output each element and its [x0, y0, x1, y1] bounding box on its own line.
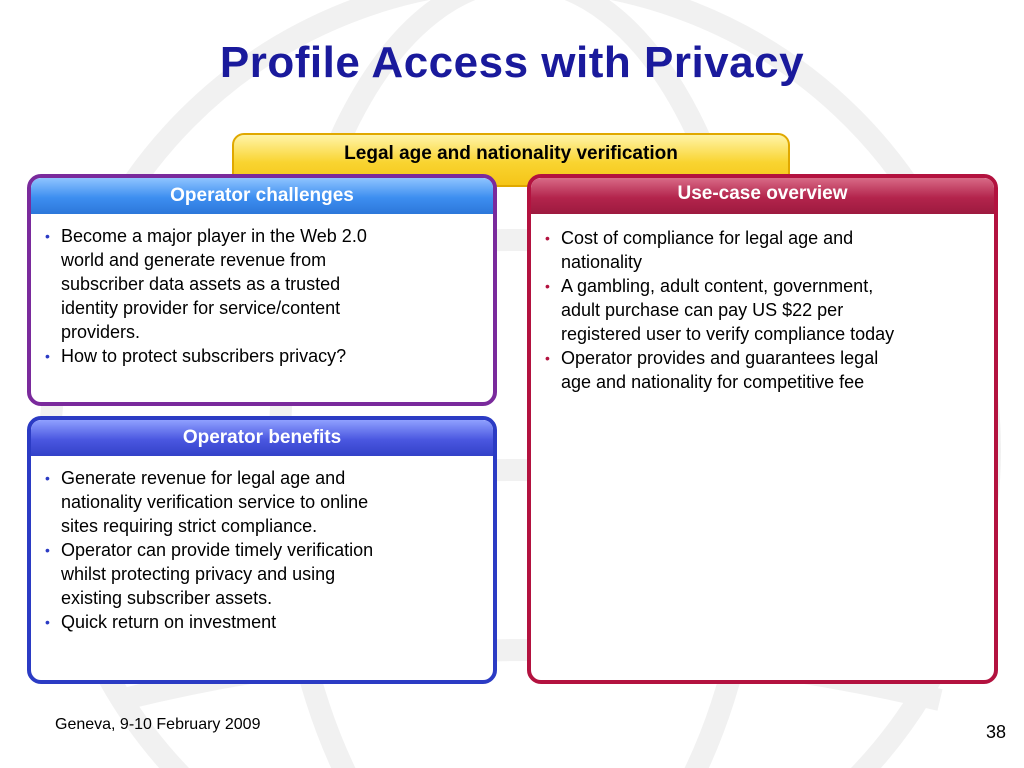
bullet-line: subscriber data assets as a trusted [61, 274, 341, 294]
benefit-item [39, 610, 487, 634]
operator-challenges-header: Operator challenges [31, 178, 493, 214]
bullet-icon: • [545, 350, 550, 366]
challenge-item [39, 224, 487, 344]
bullet-line: adult purchase can pay US $22 per [561, 300, 844, 320]
use-case-overview-box [527, 174, 998, 684]
bullet-icon: • [545, 230, 550, 246]
page-number: 38 [986, 722, 1007, 742]
challenge-item [39, 344, 487, 368]
operator-benefits-header: Operator benefits [31, 420, 493, 456]
legal-age-banner: Legal age and nationality verification [232, 133, 790, 187]
bullet-icon: • [45, 614, 50, 630]
slide-title: Profile Access with Privacy [219, 38, 805, 87]
bullet-line: Operator can provide timely verification [61, 540, 374, 560]
bullet-line: How to protect subscribers privacy? [61, 346, 347, 366]
use-case-overview-header: Use-case overview [531, 178, 994, 214]
bullet-icon: • [45, 542, 50, 558]
usecase-item [539, 274, 988, 346]
footer-event-date: Geneva, 9-10 February 2009 [55, 716, 261, 733]
bullet-icon: • [545, 278, 550, 294]
benefit-item [39, 538, 487, 610]
bullet-line: A gambling, adult content, government, [561, 276, 874, 296]
bullet-line: existing subscriber assets. [61, 588, 273, 608]
benefit-item [39, 466, 487, 538]
bullet-line: whilst protecting privacy and using [61, 564, 336, 584]
bullet-icon: • [45, 228, 50, 244]
bullet-line: Generate revenue for legal age and [61, 468, 346, 488]
usecase-item [539, 346, 988, 394]
bullet-line: Operator provides and guarantees legal [561, 348, 879, 368]
bullet-line: Become a major player in the Web 2.0 [61, 226, 367, 246]
bullet-line: nationality [561, 252, 643, 272]
bullet-icon: • [45, 348, 50, 364]
bullet-line: age and nationality for competitive fee [561, 372, 865, 392]
usecase-item [539, 226, 988, 274]
bullet-line: sites requiring strict compliance. [61, 516, 318, 536]
bullet-icon: • [45, 470, 50, 486]
operator-challenges-box [27, 174, 497, 406]
bullet-line: world and generate revenue from [61, 250, 327, 270]
operator-benefits-box [27, 416, 497, 684]
bullet-line: registered user to verify compliance today [561, 324, 895, 344]
bullet-line: providers. [61, 322, 141, 342]
bullet-line: Cost of compliance for legal age and [561, 228, 854, 248]
bullet-line: nationality verification service to online [61, 492, 369, 512]
bullet-line: Quick return on investment [61, 612, 277, 632]
bullet-line: identity provider for service/content [61, 298, 341, 318]
